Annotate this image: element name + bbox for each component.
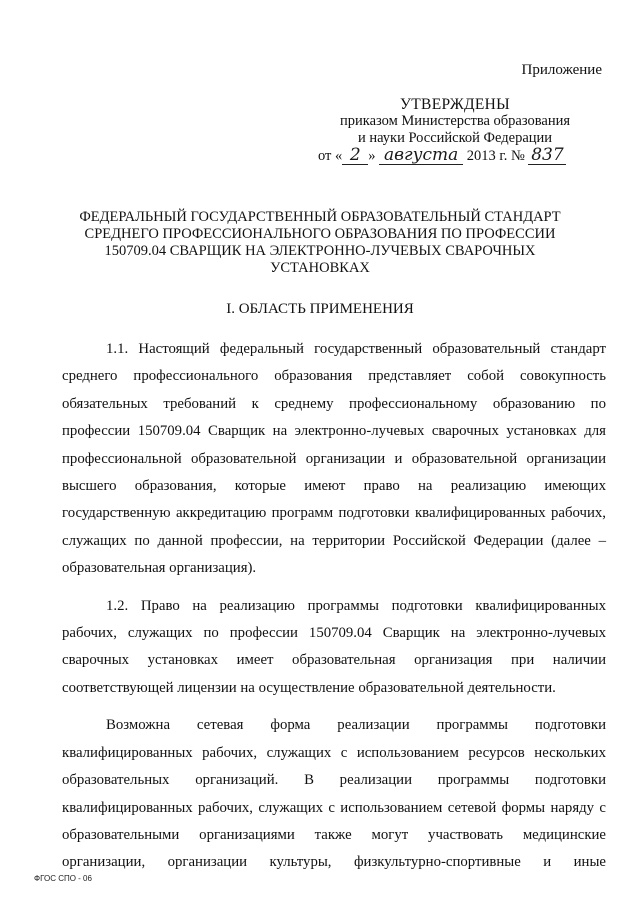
paragraph-1-2: 1.2. Право на реализацию программы подготовки квалифицированных рабочих, служащих по профессии 150709.04 Сварщик на электронно-лучевых сварочных установках имеет образовательная организация при наличии соответствующей лицензии на осуществление образовательной деятельности.: [62, 597, 606, 696]
order-number: 837: [528, 147, 566, 165]
approval-block: [310, 96, 600, 165]
order-date-line: [310, 147, 600, 165]
date-mid: »: [368, 148, 376, 164]
date-prefix: от «: [318, 148, 343, 164]
order-line-2: и науки Российской Федерации: [357, 130, 553, 146]
title-line-3: 150709.04 СВАРЩИК НА ЭЛЕКТРОННО-ЛУЧЕВЫХ СВАРОЧНЫХ: [104, 243, 536, 259]
title-line-1: ФЕДЕРАЛЬНЫЙ ГОСУДАРСТВЕННЫЙ ОБРАЗОВАТЕЛЬНЫЙ СТАНДАРТ: [79, 209, 561, 225]
date-year: 2013 г. №: [466, 148, 525, 164]
paragraph-1-1: 1.1. Настоящий федеральный государственный образовательный стандарт среднего профессионального образования представляет собой совокупность обязательных требований к среднему профессиональному образованию по профессии 150709.04 Сварщик на электронно-лучевых сварочных установках для профессиональной образовательной организации и образовательной организации высшего образования, которые имеют право на реализацию имеющих государственную аккредитацию программ подготовки квалифицированных рабочих, служащих по данной профессии, на территории Российской Федерации (далее – образовательная организация).: [62, 341, 606, 577]
date-day: 2: [342, 147, 368, 165]
standard-title: [70, 209, 570, 277]
title-line-2: СРЕДНЕГО ПРОФЕССИОНАЛЬНОГО ОБРАЗОВАНИЯ ПО ПРОФЕССИИ: [84, 226, 556, 242]
date-month: августа: [379, 147, 463, 165]
appendix-label: Приложение: [521, 62, 602, 78]
body-text: [62, 336, 606, 887]
approved-heading: УТВЕРЖДЕНЫ: [400, 96, 510, 113]
footer-code: ФГОС СПО - 06: [34, 874, 92, 883]
title-line-4: УСТАНОВКАХ: [270, 260, 370, 276]
paragraph-network-form: Возможна сетевая форма реализации программы подготовки квалифицированных рабочих, служащих с использованием ресурсов нескольких образовательных организаций. В реализации программы подготовки квалифицированных рабочих, служащих с использованием сетевой формы наряду с образовательными организациями также могут участвовать медицинские организации, организации культуры, физкультурно-спортивные и иные: [62, 717, 606, 871]
order-line-1: приказом Министерства образования: [339, 113, 571, 129]
section-heading: I. ОБЛАСТЬ ПРИМЕНЕНИЯ: [226, 301, 414, 317]
